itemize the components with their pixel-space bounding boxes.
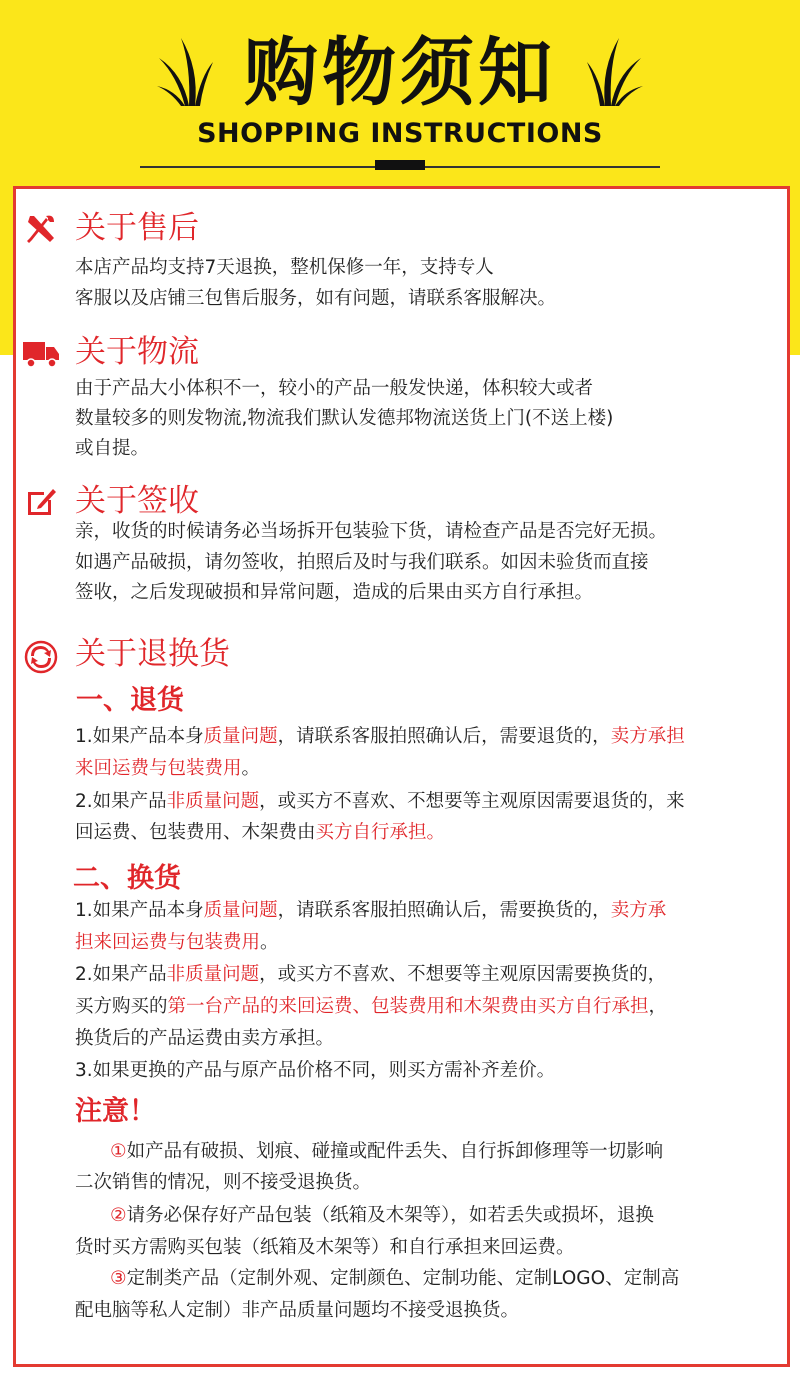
truck-icon bbox=[22, 336, 60, 370]
refresh-icon bbox=[24, 640, 58, 674]
exchange-item-2-line-1: 2.如果产品非质量问题，或买方不喜欢、不想要等主观原因需要换货的， bbox=[75, 964, 667, 985]
section-title-logistics: 关于物流 bbox=[75, 334, 199, 370]
section-title-signing: 关于签收 bbox=[75, 483, 199, 519]
edit-icon bbox=[24, 484, 58, 518]
page-subtitle: SHOPPING INSTRUCTIONS bbox=[197, 118, 603, 149]
exchange-item-1-line-2: 担来回运费与包装费用。 bbox=[75, 932, 279, 953]
after-sales-line-2: 客服以及店铺三包售后服务，如有问题，请联系客服解决。 bbox=[75, 288, 557, 309]
notice-1-line-1: ①如产品有破损、划痕、碰撞或配件丢失、自行拆卸修理等一切影响 bbox=[110, 1141, 664, 1162]
exchange-item-3: 3.如果更换的产品与原产品价格不同，则买方需补齐差价。 bbox=[75, 1060, 556, 1081]
notice-3-line-2: 配电脑等私人定制）非产品质量问题均不接受退换货。 bbox=[75, 1300, 520, 1321]
notice-3-line-1: ③定制类产品（定制外观、定制颜色、定制功能、定制LOGO、定制高 bbox=[110, 1268, 680, 1289]
tools-icon bbox=[24, 212, 58, 246]
after-sales-line-1: 本店产品均支持7天退换，整机保修一年，支持专人 bbox=[75, 257, 494, 278]
section-title-returns: 关于退换货 bbox=[75, 636, 230, 672]
notice-title: 注意！ bbox=[75, 1096, 156, 1127]
signing-line-2: 如遇产品破损，请勿签收，拍照后及时与我们联系。如因未验货而直接 bbox=[75, 552, 649, 573]
logistics-line-3: 或自提。 bbox=[75, 438, 150, 459]
refund-item-1-line-1: 1.如果产品本身质量问题，请联系客服拍照确认后，需要退货的，卖方承担 bbox=[75, 726, 685, 747]
section-title-after-sales: 关于售后 bbox=[75, 210, 199, 246]
exchange-item-2-line-3: 换货后的产品运费由卖方承担。 bbox=[75, 1028, 335, 1049]
refund-item-2-line-1: 2.如果产品非质量问题，或买方不喜欢、不想要等主观原因需要退货的，来 bbox=[75, 791, 685, 812]
refund-item-2-line-2: 回运费、包装费用、木架费由买方自行承担。 bbox=[75, 822, 446, 843]
refund-item-1-line-2: 来回运费与包装费用。 bbox=[75, 758, 261, 779]
exchange-item-2-line-2: 买方购买的第一台产品的来回运费、包装费用和木架费由买方自行承担， bbox=[75, 996, 668, 1017]
signing-line-3: 签收，之后发现破损和异常问题，造成的后果由买方自行承担。 bbox=[75, 582, 594, 603]
logistics-line-1: 由于产品大小体积不一，较小的产品一般发快递，体积较大或者 bbox=[75, 378, 594, 399]
header bbox=[0, 0, 800, 185]
notice-2-line-1: ②请务必保存好产品包装（纸箱及木架等），如若丢失或损坏，退换 bbox=[110, 1205, 654, 1226]
subsection-title-refund: 一、退货 bbox=[76, 685, 184, 716]
header-divider-bar bbox=[375, 160, 425, 170]
subsection-title-exchange: 二、换货 bbox=[73, 863, 181, 894]
exchange-item-1-line-1: 1.如果产品本身质量问题，请联系客服拍照确认后，需要换货的，卖方承 bbox=[75, 900, 667, 921]
page-title: 购物须知 bbox=[244, 30, 556, 116]
logistics-line-2: 数量较多的则发物流,物流我们默认发德邦物流送货上门(不送上楼) bbox=[75, 408, 614, 429]
notice-1-line-2: 二次销售的情况，则不接受退换货。 bbox=[75, 1172, 372, 1193]
notice-2-line-2: 货时买方需购买包装（纸箱及木架等）和自行承担来回运费。 bbox=[75, 1237, 575, 1258]
signing-line-1: 亲，收货的时候请务必当场拆开包装验下货，请检查产品是否完好无损。 bbox=[75, 521, 668, 542]
